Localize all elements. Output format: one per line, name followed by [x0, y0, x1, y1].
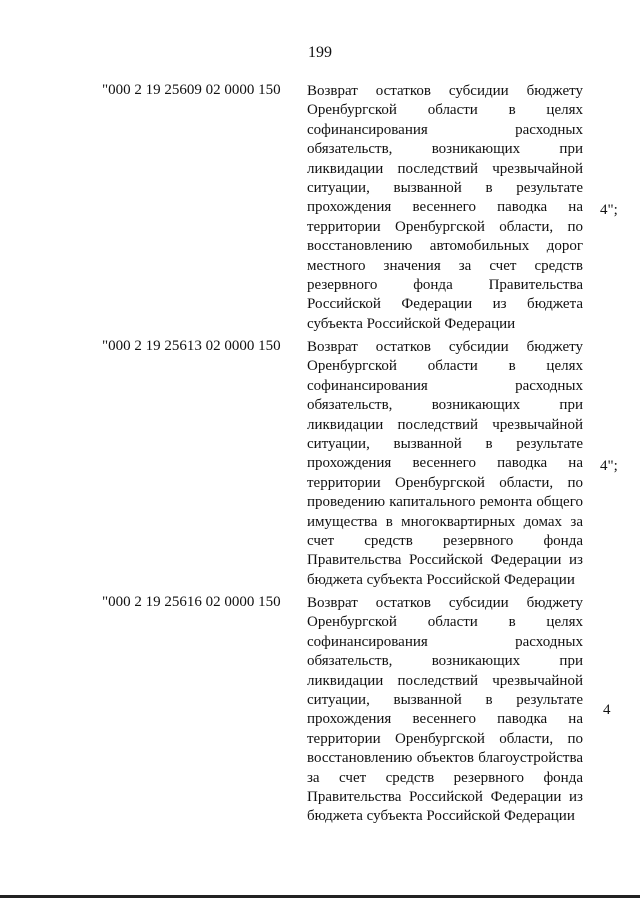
budget-amount: 4"; [600, 458, 618, 474]
budget-description: Возврат остатков субсидии бюджету Оренбургской области в целях софинансирования расходных обязательств, возникающих при ликвидации последствий чрезвычайной ситуации, вызванной в результате прохождения весеннего паводка на территории Оренбургской области, по восстановлению автомобильных дорог местного значения за счет средств резервного фонда Правительства Российской Федерации из бюджета субъекта Российской Федерации [307, 83, 583, 332]
budget-code: "000 2 19 25613 02 0000 150 [102, 338, 281, 354]
budget-description: Возврат остатков субсидии бюджету Оренбургской области в целях софинансирования расходных обязательств, возникающих при ликвидации последствий чрезвычайной ситуации, вызванной в результате прохождения весеннего паводка на территории Оренбургской области, по восстановлению объектов благоустройства за счет средств резервного фонда Правительства Российской Федерации из бюджета субъекта Российской Федерации [307, 595, 583, 825]
budget-amount: 4"; [600, 202, 618, 218]
bottom-border [0, 895, 640, 898]
budget-amount: 4 [603, 702, 611, 718]
page-number: 199 [308, 44, 332, 61]
budget-description: Возврат остатков субсидии бюджету Оренбургской области в целях софинансирования расходных обязательств, возникающих при ликвидации последствий чрезвычайной ситуации, вызванной в результате прохождения весеннего паводка на территории Оренбургской области, по проведению капитального ремонта общего имущества в многоквартирных домах за счет средств резервного фонда Правительства Российской Федерации из бюджета субъекта Российской Федерации [307, 339, 583, 588]
budget-code: "000 2 19 25616 02 0000 150 [102, 594, 281, 610]
budget-code: "000 2 19 25609 02 0000 150 [102, 82, 281, 98]
